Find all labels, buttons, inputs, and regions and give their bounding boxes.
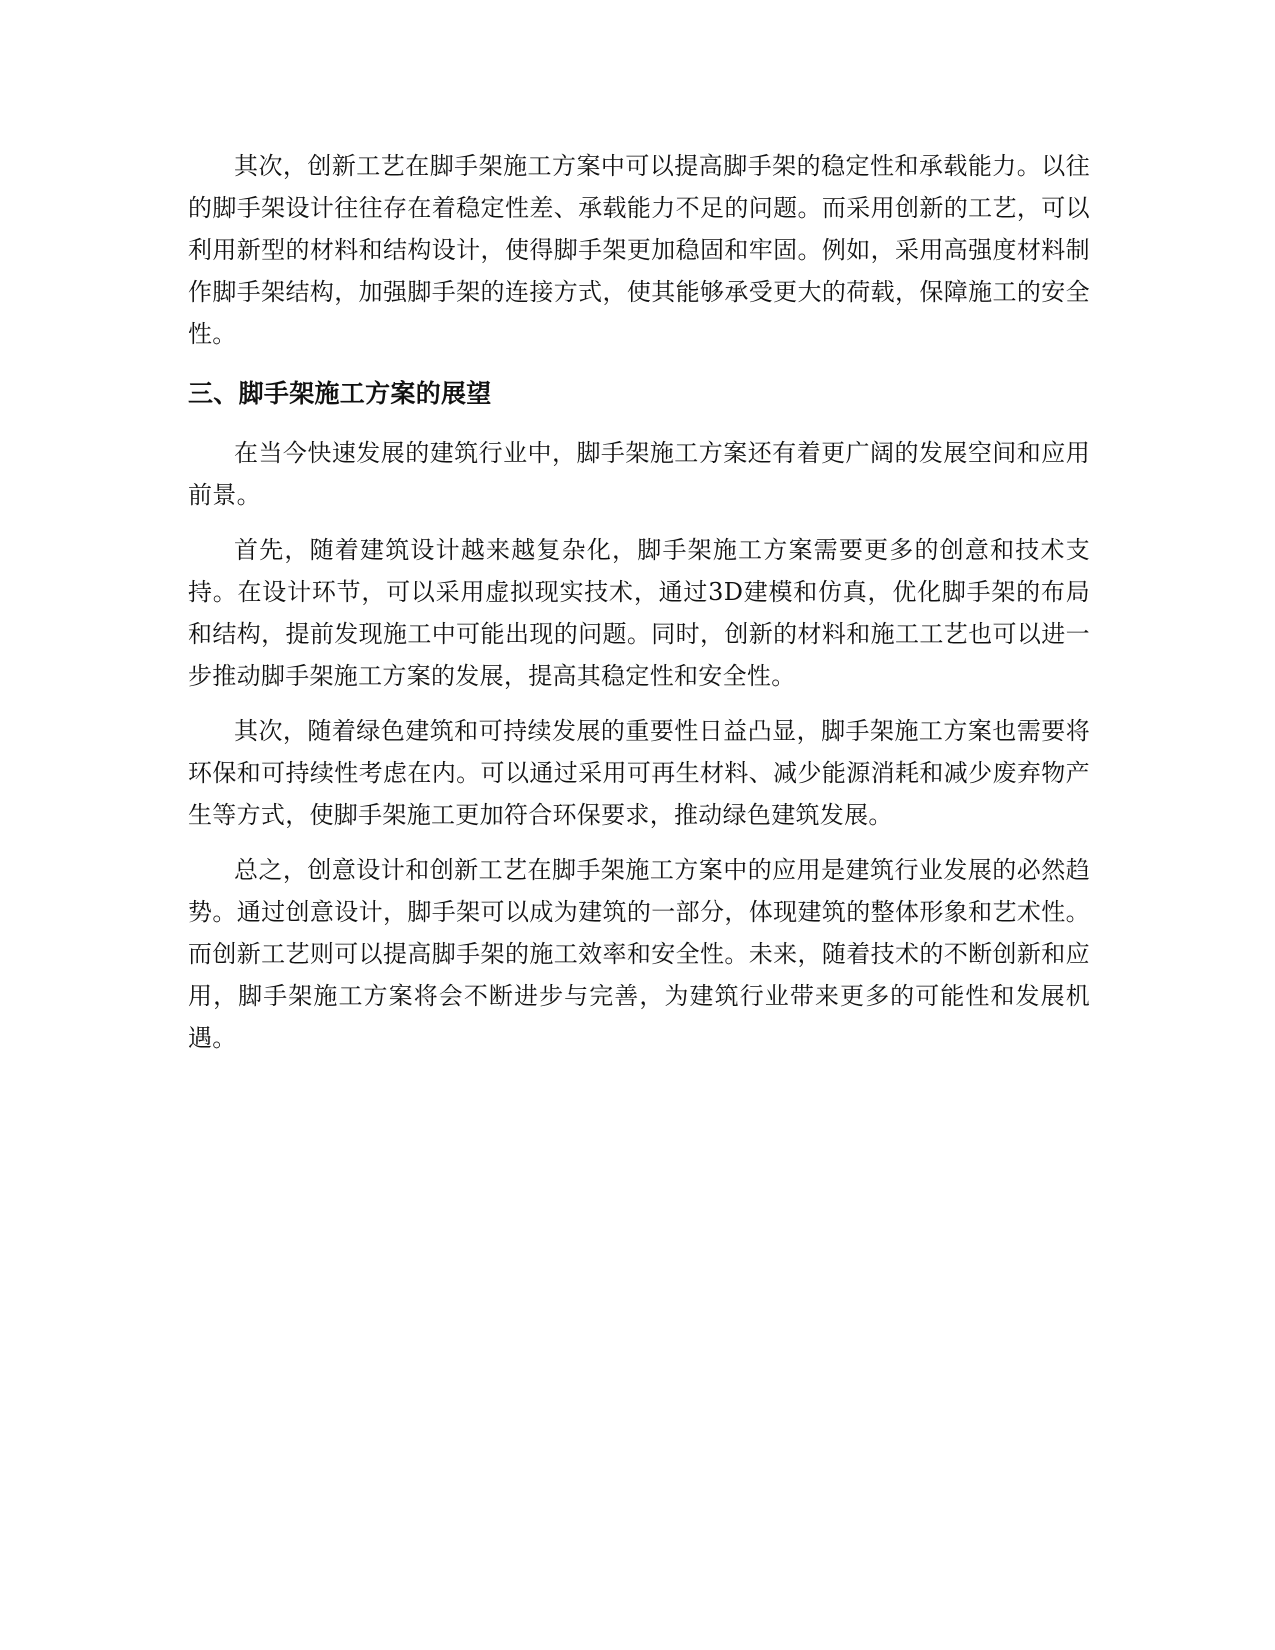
paragraph-outlook-intro: 在当今快速发展的建筑行业中，脚手架施工方案还有着更广阔的发展空间和应用前景。 xyxy=(188,439,1090,509)
section-heading-outlook: 三、脚手架施工方案的展望 xyxy=(188,379,492,408)
paragraph-conclusion: 总之，创意设计和创新工艺在脚手架施工方案中的应用是建筑行业发展的必然趋势。通过创意设计，脚手架可以成为建筑的一部分，体现建筑的整体形象和艺术性。而创新工艺则可以提高脚手架的施工效率和安全性。未来，随着技术的不断创新和应用，脚手架施工方案将会不断进步与完善，为建筑行业带来更多的可能性和发展机遇。 xyxy=(188,856,1090,1052)
document-body xyxy=(188,145,1090,1059)
paragraph-innovation-stability: 其次，创新工艺在脚手架施工方案中可以提高脚手架的稳定性和承载能力。以往的脚手架设计往往存在着稳定性差、承载能力不足的问题。而采用创新的工艺，可以利用新型的材料和结构设计，使得脚手架更加稳固和牢固。例如，采用高强度材料制作脚手架结构，加强脚手架的连接方式，使其能够承受更大的荷载，保障施工的安全性。 xyxy=(188,152,1090,348)
paragraph-outlook-green: 其次，随着绿色建筑和可持续发展的重要性日益凸显，脚手架施工方案也需要将环保和可持续性考虑在内。可以通过采用可再生材料、减少能源消耗和减少废弃物产生等方式，使脚手架施工更加符合环保要求，推动绿色建筑发展。 xyxy=(188,717,1090,829)
paragraph-outlook-design-tech: 首先，随着建筑设计越来越复杂化，脚手架施工方案需要更多的创意和技术支持。在设计环节，可以采用虚拟现实技术，通过3D建模和仿真，优化脚手架的布局和结构，提前发现施工中可能出现的问题。同时，创新的材料和施工工艺也可以进一步推动脚手架施工方案的发展，提高其稳定性和安全性。 xyxy=(188,536,1090,690)
